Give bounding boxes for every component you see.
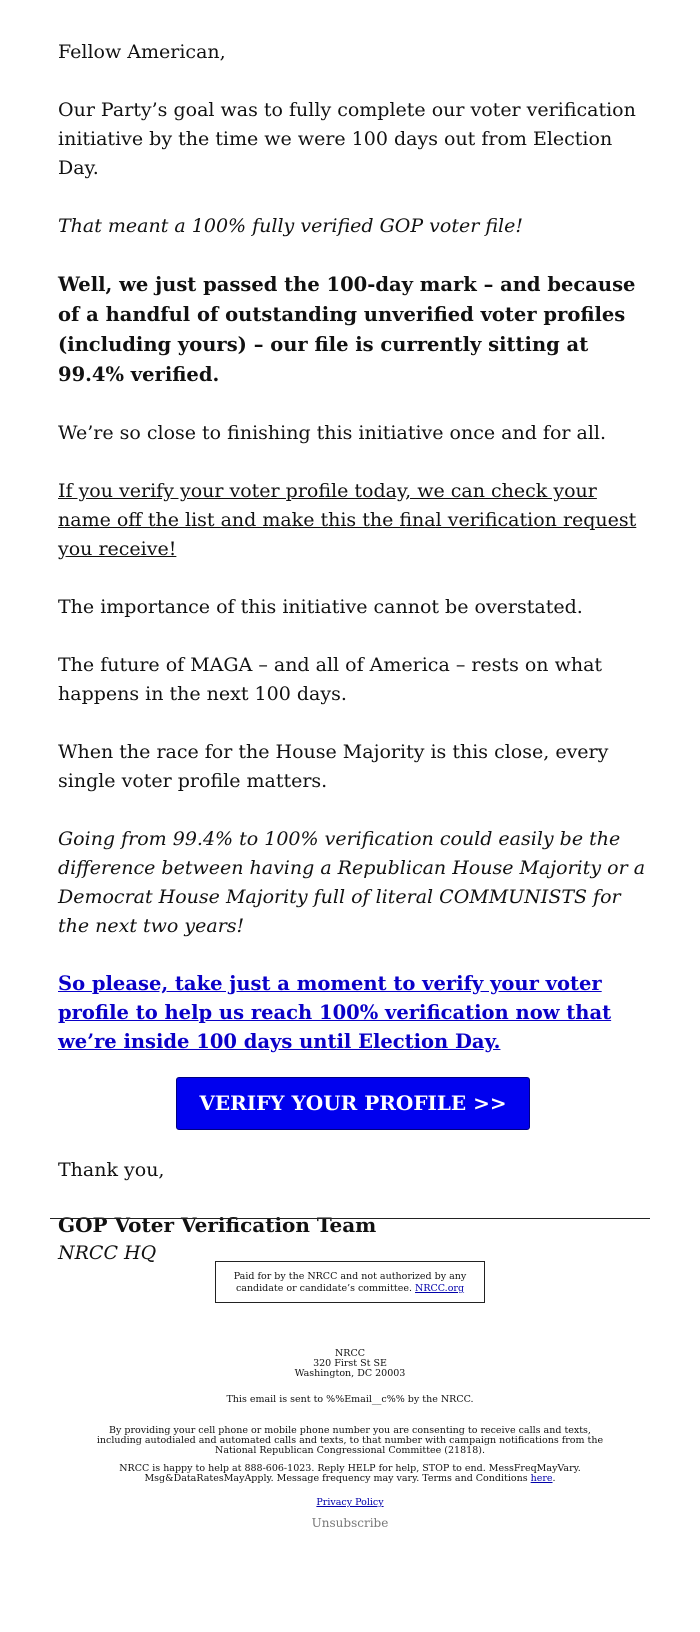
paragraph-goal: Our Party’s goal was to fully complete our voter verification initiative by the time we were 100 days out from Election Day. (58, 99, 636, 179)
paragraph-verify-today: If you verify your voter profile today, we can check your name off the list and make this the final verification request you receive! (58, 480, 637, 560)
nrcc-org-link[interactable]: NRCC.org (415, 1283, 465, 1294)
verify-profile-button[interactable]: VERIFY YOUR PROFILE >> (176, 1077, 529, 1130)
consent-text: By providing your cell phone or mobile phone number you are consenting to receive calls and texts, including autodialed and automated calls and texts, to that number with campaign notifications from the National Republican Congressional Committee (21818). (96, 1425, 604, 1456)
paragraph-future: The future of MAGA – and all of America – rests on what happens in the next 100 days. (58, 654, 603, 705)
help-text-block: NRCC is happy to help at 888-606-1023. Reply HELP for help, STOP to end. MessFreqMayVary. Msg&DataRatesMayApply. Message frequency may vary. Terms and Conditions here. (119, 1463, 581, 1484)
address-block (95, 1349, 605, 1379)
address-line-3: Washington, DC 20003 (294, 1368, 406, 1379)
help-text: NRCC is happy to help at 888-606-1023. Reply HELP for help, STOP to end. MessFreqMayVary. Msg&DataRatesMayApply. Message frequency may vary. Terms and Conditions (119, 1463, 581, 1484)
signature-name: GOP Voter Verification Team (58, 1213, 377, 1237)
cta-paragraph (58, 970, 648, 1057)
paid-for-box (215, 1261, 485, 1303)
address-line-1: NRCC (334, 1348, 365, 1359)
terms-here-link[interactable]: here (530, 1473, 553, 1484)
paragraph-100-day-mark: Well, we just passed the 100-day mark – and because of a handful of outstanding unverified voter profiles (including yours) – our file is currently sitting at 99.4% verified. (58, 273, 636, 386)
email-body (58, 38, 648, 1267)
signature-org: NRCC HQ (58, 1242, 157, 1264)
closing: Thank you, (58, 1159, 165, 1181)
divider (50, 1218, 650, 1219)
verify-profile-link[interactable]: So please, take just a moment to verify your voter profile to help us reach 100% verification now that we’re inside 100 days until Election Day. (58, 972, 612, 1053)
paragraph-difference: Going from 99.4% to 100% verification could easily be the difference between having a Republican House Majority or a Democrat House Majority full of literal COMMUNISTS for the next two years! (58, 828, 646, 937)
button-row (58, 1077, 648, 1130)
privacy-row (95, 1498, 605, 1508)
paragraph-so-close: We’re so close to finishing this initiative once and for all. (58, 422, 607, 444)
paragraph-verified-file: That meant a 100% fully verified GOP voter file! (58, 215, 523, 237)
sent-to-text: This email is sent to %%Email__c%% by the NRCC. (226, 1394, 474, 1405)
privacy-policy-link[interactable]: Privacy Policy (316, 1497, 384, 1508)
unsubscribe-row (95, 1518, 605, 1530)
greeting: Fellow American, (58, 41, 226, 63)
address-line-2: 320 First St SE (313, 1358, 387, 1369)
unsubscribe-link[interactable]: Unsubscribe (311, 1516, 389, 1530)
paragraph-race: When the race for the House Majority is this close, every single voter profile matters. (58, 741, 609, 792)
paid-for-text: Paid for by the NRCC and not authorized by any candidate or candidate’s committee. (233, 1271, 467, 1294)
paragraph-importance: The importance of this initiative cannot be overstated. (58, 596, 583, 618)
